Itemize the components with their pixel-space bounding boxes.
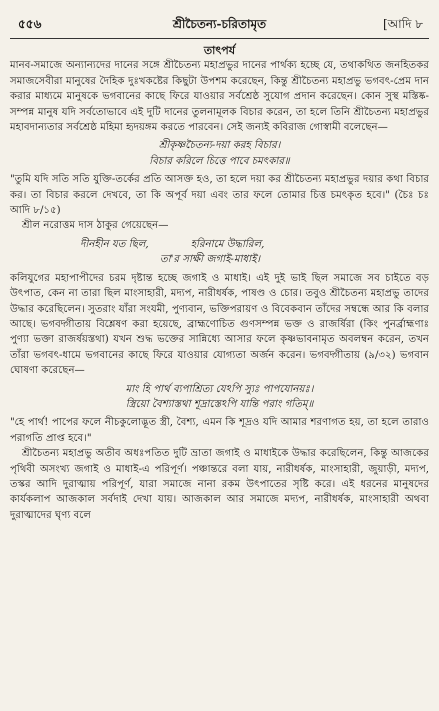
verse-3-line-1: মাং হি পার্থ ব্যপাশ্রিত্য যেঽপি স্যুঃ পাপযোনয়ঃ। <box>125 383 314 395</box>
verse-3-line-2: স্ত্রিয়ো বৈশ্যাস্তথা শূদ্রাস্তেঽপি যান্তি পরাং গতিম্॥ <box>125 398 314 410</box>
paragraph-4: কলিযুগের মহাপাপীদের চরম দৃষ্টান্ত হচ্ছে জগাই ও মাধাই। এই দুই ভাই ছিল সমাজে সব চাইতে বড় উৎপাত, কেন না তারা ছিল মাংসাহারী, মদ্যপ, নারীধর্ষক, পাষণ্ড ও চোর। তবুও শ্রীচৈতন্য মহাপ্রভু তাদের উদ্ধার করেছিলেন। সুতরাং যাঁরা সংযমী, পুণ্যবান, ভক্তিপরায়ণ ও বিবেকবান তাঁদের সম্বন্ধে আর কি বলার আছে। ভগবদ্গীতায় বিশ্লেষণ করা হয়েছে, ব্রাহ্মণোচিত গুণসম্পন্ন ভক্ত ও রাজর্ষিরা (কিং পুনর্ব্রাহ্মণাঃ পুণ্যা ভক্তা রাজর্ষয়স্তথা) যখন শুদ্ধ ভক্তের সান্নিধ্যে আসার ফলে কৃষ্ণভাবনামৃত অবলম্বন করেন, তখন তাঁরা ভগবৎ-ধামে ভগবানের কাছে ফিরে যাওয়ার যোগ্যতা অর্জন করেন। ভগবদ্গীতায় (৯/৩২) ভগবান ঘোষণা করেছেন— <box>10 272 429 377</box>
paragraph-5: "হে পার্থ! পাপের ফলে নীচকুলোদ্ভূত স্ত্রী, বৈশ্য, এমন কি শূদ্রও যদি আমার শরণাগত হয়, তা হলে তারাও পরাগতি প্রাপ্ত হবে।" <box>10 417 429 444</box>
purport-heading: তাৎপর্য <box>203 44 236 57</box>
verse-1-line-2: বিচার করিলে চিত্তে পাবে চমৎকার॥ <box>149 155 290 167</box>
chapter-reference: [আদি ৮ <box>382 17 423 31</box>
verse-1 <box>10 138 429 169</box>
header-rule <box>10 38 429 39</box>
verse-2 <box>10 237 429 268</box>
verse-2-line-2: তা'র সাক্ষী জগাই-মাধাই। <box>160 254 261 266</box>
verse-2-line-1: দীনহীন যত ছিল, হরিনামে উদ্ধারিল, <box>80 238 265 250</box>
paragraph-6: শ্রীচৈতন্য মহাপ্রভু অতীব অধঃপতিত দুটি ভ্রাতা জগাই ও মাধাইকে উদ্ধার করেছিলেন, কিন্তু আজকের পৃথিবী অসংখ্য জগাই ও মাধাই-এ পরিপূর্ণ। পঞ্চান্তরে বলা যায়, নারীধর্ষক, মাংসাহারী, জুয়াড়ী, মদ্যপ, তস্কর আদি দুরাত্মায় পরিপূর্ণ, যারা সমাজে নানা রকম উৎপাতের সৃষ্টি করে। এই ধরনের মানুষদের কার্যকলাপ আজকাল সর্বদাই দেখা যায়। আজকাল আর সমাজে মদ্যপ, নারীধর্ষক, মাংসাহারী অথবা দুরাত্মাদের ঘৃণ্য বলে <box>10 448 429 521</box>
verse-3 <box>10 382 429 413</box>
book-title: শ্রীচৈতন্য-চরিতামৃত <box>172 17 267 31</box>
page-body <box>10 43 429 523</box>
paragraph-1: মানব-সমাজে অন্যান্যদের দানের সঙ্গে শ্রীচৈতন্য মহাপ্রভুর দানের পার্থক্য হচ্ছে যে, তথাকথিত জনহিতকর সমাজসেবীরা মানুষের দৈহিক দুঃখকষ্টের কিছুটা উপশম করেছেন, কিন্তু শ্রীচৈতন্য মহাপ্রভু ভগবৎ-প্রেম দান করার মাধ্যমে মানুষকে ভগবানের কাছে ফিরে যাওয়ার সর্বশ্রেষ্ঠ সুযোগ প্রদান করেছেন। কোন সুস্থ মস্তিষ্ক-সম্পন্ন মানুষ যদি সর্বতোভাবে এই দুটি দানের তুলনামূলক বিচার করেন, তা হলে তিনি শ্রীচৈতন্য মহাপ্রভুর মহাবদান্যতার সর্বশ্রেষ্ঠ মহিমা হৃদয়ঙ্গম করতে পারবেন। সেই জন্যই কবিরাজ গোস্বামী বলেছেন— <box>10 60 429 134</box>
running-header <box>10 16 429 34</box>
verse-1-line-1: শ্রীকৃষ্ণচৈতন্য-দয়া করহ বিচার। <box>158 140 281 152</box>
page-number: ৫৫৬ <box>18 17 42 31</box>
paragraph-3: শ্রীল নরোত্তম দাস ঠাকুর গেয়েছেন— <box>22 220 169 232</box>
paragraph-2: "তুমি যদি সতি সতি যুক্তি-তর্কের প্রতি আসক্ত হও, তা হলে দয়া কর শ্রীচৈতন্য মহাপ্রভুর দয়ার কথা বিচার কর। তা বিচার করলে দেখবে, তা কি অপূর্ব দয়া এবং তার ফলে তোমার চিত্ত চমৎকৃত হবে।" (চৈঃ চঃ আদি ৮/১৫) <box>10 174 429 217</box>
